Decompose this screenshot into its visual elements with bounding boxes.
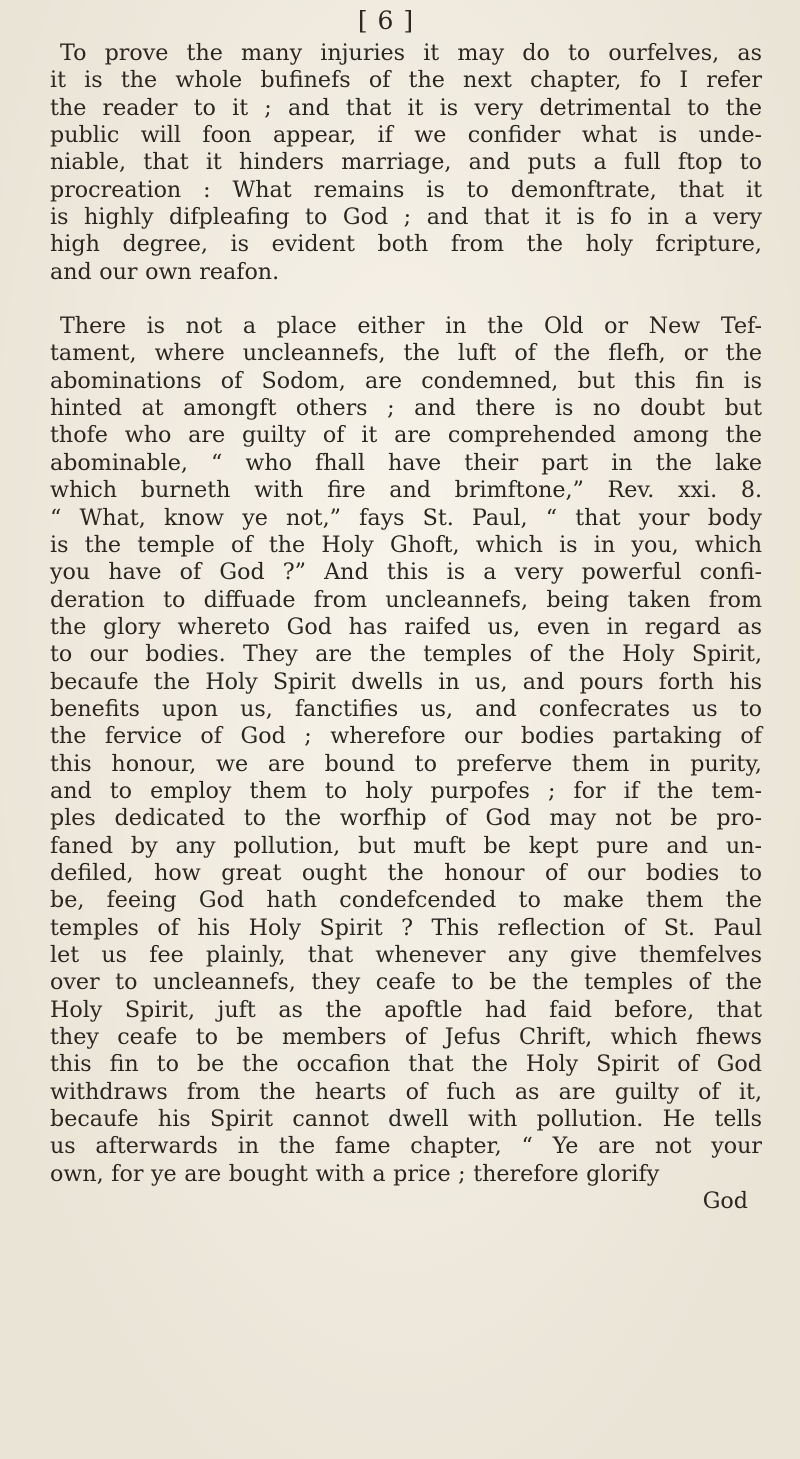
paragraph-gap <box>50 286 762 313</box>
text-line: it is the whole bufinefs of the next chapter, fo I refer <box>50 67 762 94</box>
text-line: thofe who are guilty of it are comprehended among the <box>50 422 762 449</box>
text-line: abominations of Sodom, are condemned, but this fin is <box>50 367 762 394</box>
text-line: the fervice of God ; wherefore our bodies partaking of <box>50 723 762 750</box>
text-line: benefits upon us, fanctifies us, and confecrates us to <box>50 695 762 722</box>
page-number: [ 6 ] <box>357 6 415 35</box>
text-line: withdraws from the hearts of fuch as are guilty of it, <box>50 1078 762 1105</box>
text-line: procreation : What remains is to demonftrate, that it <box>50 176 762 203</box>
paragraph-2 <box>50 313 762 1188</box>
text-line: defiled, how great ought the honour of our bodies to <box>50 859 762 886</box>
text-line: the glory whereto God has raifed us, even in regard as <box>50 613 762 640</box>
text-line: over to uncleannefs, they ceafe to be the temples of the <box>50 969 762 996</box>
text-line: which burneth with fire and brimftone,” Rev. xxi. 8. <box>50 477 762 504</box>
text-line: the reader to it ; and that it is very detrimental to the <box>50 94 762 121</box>
catchword: God <box>702 1188 748 1215</box>
text-line: this honour, we are bound to preferve them in purity, <box>50 750 762 777</box>
text-line: let us fee plainly, that whenever any give themfelves <box>50 942 762 968</box>
text-line: be, feeing God hath condefcended to make them the <box>50 887 762 914</box>
text-line: and our own reafon. <box>50 258 280 285</box>
text-line: ples dedicated to the worfhip of God may not be pro- <box>50 805 762 832</box>
text-line: Holy Spirit, juft as the apoftle had faid before, that <box>50 996 762 1023</box>
text-line: abominable, “ who fhall have their part in the lake <box>50 449 762 476</box>
page-header <box>10 6 762 40</box>
text-line: this fin to be the occafion that the Holy Spirit of God <box>50 1051 762 1078</box>
text-line: is the temple of the Holy Ghoft, which is in you, which <box>50 531 762 558</box>
text-line: There is not a place either in the Old or New Tef- <box>60 313 762 340</box>
text-line: public will foon appear, if we confider what is unde- <box>50 122 762 149</box>
text-line: To prove the many injuries it may do to ourfelves, as <box>60 40 762 66</box>
text-line: they ceafe to be members of Jefus Chrift, which fhews <box>50 1024 762 1051</box>
text-line: is highly difpleafing to God ; and that it is fo in a very <box>50 204 762 231</box>
text-line: own, for ye are bought with a price ; therefore glorify <box>50 1160 660 1187</box>
text-line: us afterwards in the fame chapter, “ Ye are not your <box>50 1133 762 1160</box>
text-line: becaufe his Spirit cannot dwell with pollution. He tells <box>50 1106 762 1133</box>
text-line: temples of his Holy Spirit ? This reflection of St. Paul <box>50 914 762 941</box>
text-line: and to employ them to holy purpofes ; for if the tem- <box>50 777 762 804</box>
text-line: tament, where uncleannefs, the luft of the flefh, or the <box>50 340 762 367</box>
text-line: niable, that it hinders marriage, and puts a full ftop to <box>50 149 762 176</box>
paragraph-1 <box>50 40 762 286</box>
text-line: faned by any pollution, but muft be kept pure and un- <box>50 832 762 859</box>
text-line: “ What, know ye not,” fays St. Paul, “ that your body <box>50 504 762 531</box>
text-line: becaufe the Holy Spirit dwells in us, and pours forth his <box>50 668 762 695</box>
text-line: hinted at amongft others ; and there is no doubt but <box>50 395 762 422</box>
text-line: you have of God ?” And this is a very powerful confi- <box>50 559 762 586</box>
text-line: deration to diffuade from uncleannefs, being taken from <box>50 586 762 613</box>
text-line: to our bodies. They are the temples of the Holy Spirit, <box>50 641 762 668</box>
text-line: high degree, is evident both from the holy fcripture, <box>50 231 762 258</box>
